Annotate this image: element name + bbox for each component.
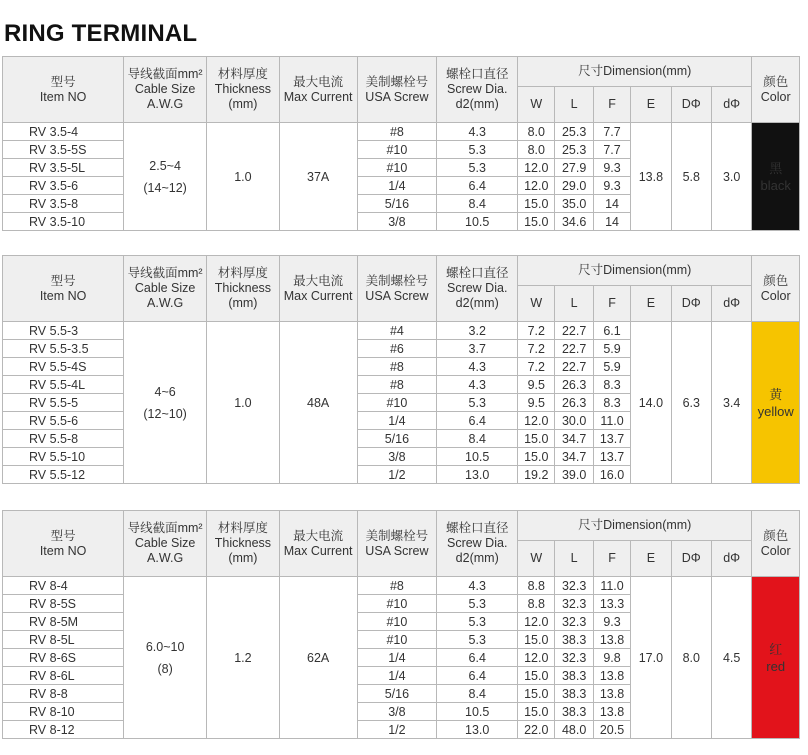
screw-dia: 10.5 <box>437 448 518 466</box>
dim-e: 14.0 <box>631 322 671 484</box>
dim-l: 38.3 <box>555 703 593 721</box>
dim-l: 25.3 <box>555 141 593 159</box>
dim-w: 15.0 <box>518 213 555 231</box>
dim-w: 15.0 <box>518 703 555 721</box>
usa-screw: #6 <box>357 340 437 358</box>
item-no: RV 8-6L <box>3 667 124 685</box>
header-item: 型号 Item NO <box>3 511 124 577</box>
thickness: 1.0 <box>207 123 280 231</box>
item-no: RV 8-5S <box>3 595 124 613</box>
cable-size: 4~6 (12~10) <box>124 322 207 484</box>
header-cable-size: 导线截面mm² Cable Size A.W.G <box>124 256 207 322</box>
dim-w: 15.0 <box>518 631 555 649</box>
dim-l: 38.3 <box>555 685 593 703</box>
dim-f: 8.3 <box>593 376 630 394</box>
item-no: RV 5.5-12 <box>3 466 124 484</box>
header-f: F <box>593 541 630 577</box>
header-dimension: 尺寸Dimension(mm) <box>518 511 752 541</box>
max-current: 37A <box>279 123 357 231</box>
dim-dphi-small: 3.4 <box>711 322 751 484</box>
usa-screw: #8 <box>357 577 437 595</box>
usa-screw: 3/8 <box>357 448 437 466</box>
item-no: RV 5.5-6 <box>3 412 124 430</box>
color-label-cn: 红 <box>769 641 783 657</box>
header-dphi: DΦ <box>671 541 711 577</box>
dim-f: 7.7 <box>593 141 630 159</box>
header-e: E <box>631 87 671 123</box>
item-no: RV 5.5-4L <box>3 376 124 394</box>
dim-w: 15.0 <box>518 667 555 685</box>
screw-dia: 5.3 <box>437 595 518 613</box>
usa-screw: 3/8 <box>357 703 437 721</box>
screw-dia: 4.3 <box>437 358 518 376</box>
color-label-en: red <box>766 658 786 674</box>
dim-w: 9.5 <box>518 394 555 412</box>
dim-w: 12.0 <box>518 613 555 631</box>
item-no: RV 3.5-6 <box>3 177 124 195</box>
dim-f: 7.7 <box>593 123 630 141</box>
header-dphi: DΦ <box>671 286 711 322</box>
dim-f: 13.8 <box>593 703 630 721</box>
header-w: W <box>518 286 555 322</box>
spec-table-block-3 <box>2 510 800 739</box>
header-max-current: 最大电流 Max Current <box>279 57 357 123</box>
dim-l: 34.6 <box>555 213 593 231</box>
dim-w: 7.2 <box>518 340 555 358</box>
dim-l: 25.3 <box>555 123 593 141</box>
dim-w: 7.2 <box>518 322 555 340</box>
cable-size: 2.5~4 (14~12) <box>124 123 207 231</box>
item-no: RV 5.5-5 <box>3 394 124 412</box>
dim-f: 9.3 <box>593 159 630 177</box>
max-current: 62A <box>279 577 357 739</box>
dim-f: 13.8 <box>593 667 630 685</box>
screw-dia: 13.0 <box>437 466 518 484</box>
usa-screw: #10 <box>357 394 437 412</box>
usa-screw: 5/16 <box>357 430 437 448</box>
screw-dia: 8.4 <box>437 195 518 213</box>
dim-l: 30.0 <box>555 412 593 430</box>
screw-dia: 6.4 <box>437 412 518 430</box>
dim-f: 14 <box>593 195 630 213</box>
usa-screw: 3/8 <box>357 213 437 231</box>
header-item: 型号 Item NO <box>3 256 124 322</box>
dim-f: 5.9 <box>593 358 630 376</box>
header-thickness: 材料厚度 Thickness (mm) <box>207 256 280 322</box>
usa-screw: #10 <box>357 141 437 159</box>
spec-table <box>2 56 800 231</box>
usa-screw: 1/4 <box>357 412 437 430</box>
screw-dia: 6.4 <box>437 667 518 685</box>
dim-e: 17.0 <box>631 577 671 739</box>
spec-table <box>2 255 800 484</box>
header-screw-dia: 螺栓口直径 Screw Dia. d2(mm) <box>437 256 518 322</box>
item-no: RV 5.5-8 <box>3 430 124 448</box>
spec-table <box>2 510 800 739</box>
screw-dia: 3.2 <box>437 322 518 340</box>
dim-w: 8.8 <box>518 577 555 595</box>
color-label-en: black <box>760 177 791 193</box>
screw-dia: 13.0 <box>437 721 518 739</box>
dim-l: 26.3 <box>555 394 593 412</box>
header-f: F <box>593 87 630 123</box>
page-title: RING TERMINAL <box>4 20 198 47</box>
screw-dia: 4.3 <box>437 376 518 394</box>
dim-f: 11.0 <box>593 577 630 595</box>
header-color: 颜色 Color <box>752 256 800 322</box>
color-label-cn: 黄 <box>769 386 783 402</box>
screw-dia: 8.4 <box>437 685 518 703</box>
header-cable-size: 导线截面mm² Cable Size A.W.G <box>124 57 207 123</box>
header-max-current: 最大电流 Max Current <box>279 256 357 322</box>
cable-size: 6.0~10 (8) <box>124 577 207 739</box>
dim-w: 8.0 <box>518 123 555 141</box>
item-no: RV 5.5-3.5 <box>3 340 124 358</box>
header-l: L <box>555 286 593 322</box>
usa-screw: #10 <box>357 613 437 631</box>
dim-f: 20.5 <box>593 721 630 739</box>
dim-l: 22.7 <box>555 358 593 376</box>
dim-l: 39.0 <box>555 466 593 484</box>
header-dimension: 尺寸Dimension(mm) <box>518 57 752 87</box>
dim-f: 13.7 <box>593 430 630 448</box>
color-label-cn: 黑 <box>769 160 783 176</box>
usa-screw: #10 <box>357 159 437 177</box>
dim-l: 22.7 <box>555 340 593 358</box>
spec-table-block-2 <box>2 255 800 484</box>
item-no: RV 5.5-10 <box>3 448 124 466</box>
dim-w: 9.5 <box>518 376 555 394</box>
dim-l: 22.7 <box>555 322 593 340</box>
dim-f: 9.3 <box>593 177 630 195</box>
usa-screw: 5/16 <box>357 195 437 213</box>
screw-dia: 5.3 <box>437 141 518 159</box>
dim-w: 12.0 <box>518 177 555 195</box>
table-row <box>3 577 800 595</box>
screw-dia: 5.3 <box>437 159 518 177</box>
dim-w: 8.0 <box>518 141 555 159</box>
dim-f: 9.8 <box>593 649 630 667</box>
header-thickness: 材料厚度 Thickness (mm) <box>207 511 280 577</box>
dim-dphi: 8.0 <box>671 577 711 739</box>
screw-dia: 5.3 <box>437 394 518 412</box>
max-current: 48A <box>279 322 357 484</box>
thickness: 1.0 <box>207 322 280 484</box>
header-screw-dia: 螺栓口直径 Screw Dia. d2(mm) <box>437 511 518 577</box>
dim-l: 32.3 <box>555 649 593 667</box>
spec-table-block-1 <box>2 56 800 231</box>
screw-dia: 3.7 <box>437 340 518 358</box>
item-no: RV 8-10 <box>3 703 124 721</box>
dim-f: 13.8 <box>593 685 630 703</box>
dim-w: 8.8 <box>518 595 555 613</box>
color-swatch <box>752 123 800 231</box>
usa-screw: #10 <box>357 631 437 649</box>
usa-screw: 5/16 <box>357 685 437 703</box>
screw-dia: 8.4 <box>437 430 518 448</box>
dim-l: 38.3 <box>555 667 593 685</box>
item-no: RV 8-5L <box>3 631 124 649</box>
dim-w: 15.0 <box>518 448 555 466</box>
dim-f: 6.1 <box>593 322 630 340</box>
usa-screw: #8 <box>357 123 437 141</box>
header-color: 颜色 Color <box>752 57 800 123</box>
usa-screw: #8 <box>357 376 437 394</box>
dim-l: 32.3 <box>555 613 593 631</box>
item-no: RV 3.5-4 <box>3 123 124 141</box>
screw-dia: 6.4 <box>437 649 518 667</box>
header-cable-size: 导线截面mm² Cable Size A.W.G <box>124 511 207 577</box>
item-no: RV 8-6S <box>3 649 124 667</box>
item-no: RV 8-12 <box>3 721 124 739</box>
dim-f: 13.3 <box>593 595 630 613</box>
item-no: RV 8-8 <box>3 685 124 703</box>
dim-l: 34.7 <box>555 430 593 448</box>
screw-dia: 4.3 <box>437 577 518 595</box>
header-w: W <box>518 541 555 577</box>
header-usa-screw: 美制螺栓号 USA Screw <box>357 511 437 577</box>
dim-f: 16.0 <box>593 466 630 484</box>
screw-dia: 10.5 <box>437 213 518 231</box>
dim-f: 13.7 <box>593 448 630 466</box>
header-dphi-small: dΦ <box>711 541 751 577</box>
dim-f: 8.3 <box>593 394 630 412</box>
dim-dphi-small: 3.0 <box>711 123 751 231</box>
dim-w: 22.0 <box>518 721 555 739</box>
header-f: F <box>593 286 630 322</box>
item-no: RV 3.5-8 <box>3 195 124 213</box>
dim-w: 15.0 <box>518 430 555 448</box>
dim-f: 11.0 <box>593 412 630 430</box>
usa-screw: 1/2 <box>357 721 437 739</box>
dim-l: 26.3 <box>555 376 593 394</box>
usa-screw: 1/2 <box>357 466 437 484</box>
screw-dia: 6.4 <box>437 177 518 195</box>
dim-l: 29.0 <box>555 177 593 195</box>
header-max-current: 最大电流 Max Current <box>279 511 357 577</box>
usa-screw: 1/4 <box>357 177 437 195</box>
header-e: E <box>631 541 671 577</box>
screw-dia: 10.5 <box>437 703 518 721</box>
dim-l: 32.3 <box>555 595 593 613</box>
header-e: E <box>631 286 671 322</box>
dim-f: 13.8 <box>593 631 630 649</box>
color-swatch <box>752 577 800 739</box>
header-l: L <box>555 541 593 577</box>
header-dphi: DΦ <box>671 87 711 123</box>
header-w: W <box>518 87 555 123</box>
dim-dphi: 6.3 <box>671 322 711 484</box>
item-no: RV 3.5-5S <box>3 141 124 159</box>
usa-screw: #10 <box>357 595 437 613</box>
dim-l: 38.3 <box>555 631 593 649</box>
item-no: RV 3.5-10 <box>3 213 124 231</box>
dim-f: 14 <box>593 213 630 231</box>
header-screw-dia: 螺栓口直径 Screw Dia. d2(mm) <box>437 57 518 123</box>
usa-screw: 1/4 <box>357 667 437 685</box>
screw-dia: 5.3 <box>437 613 518 631</box>
header-thickness: 材料厚度 Thickness (mm) <box>207 57 280 123</box>
header-usa-screw: 美制螺栓号 USA Screw <box>357 57 437 123</box>
dim-e: 13.8 <box>631 123 671 231</box>
header-usa-screw: 美制螺栓号 USA Screw <box>357 256 437 322</box>
header-dphi-small: dΦ <box>711 87 751 123</box>
usa-screw: #4 <box>357 322 437 340</box>
item-no: RV 8-5M <box>3 613 124 631</box>
item-no: RV 5.5-4S <box>3 358 124 376</box>
dim-w: 12.0 <box>518 649 555 667</box>
dim-l: 34.7 <box>555 448 593 466</box>
dim-l: 32.3 <box>555 577 593 595</box>
dim-dphi-small: 4.5 <box>711 577 751 739</box>
dim-l: 48.0 <box>555 721 593 739</box>
dim-w: 12.0 <box>518 159 555 177</box>
dim-l: 27.9 <box>555 159 593 177</box>
header-dphi-small: dΦ <box>711 286 751 322</box>
dim-f: 9.3 <box>593 613 630 631</box>
dim-w: 7.2 <box>518 358 555 376</box>
header-color: 颜色 Color <box>752 511 800 577</box>
color-swatch <box>752 322 800 484</box>
thickness: 1.2 <box>207 577 280 739</box>
dim-w: 15.0 <box>518 195 555 213</box>
dim-dphi: 5.8 <box>671 123 711 231</box>
dim-w: 19.2 <box>518 466 555 484</box>
header-l: L <box>555 87 593 123</box>
dim-f: 5.9 <box>593 340 630 358</box>
table-row <box>3 322 800 340</box>
header-item: 型号 Item NO <box>3 57 124 123</box>
screw-dia: 4.3 <box>437 123 518 141</box>
item-no: RV 8-4 <box>3 577 124 595</box>
dim-w: 12.0 <box>518 412 555 430</box>
dim-w: 15.0 <box>518 685 555 703</box>
color-label-en: yellow <box>757 403 794 419</box>
screw-dia: 5.3 <box>437 631 518 649</box>
dim-l: 35.0 <box>555 195 593 213</box>
usa-screw: #8 <box>357 358 437 376</box>
usa-screw: 1/4 <box>357 649 437 667</box>
header-dimension: 尺寸Dimension(mm) <box>518 256 752 286</box>
item-no: RV 5.5-3 <box>3 322 124 340</box>
item-no: RV 3.5-5L <box>3 159 124 177</box>
table-row <box>3 123 800 141</box>
